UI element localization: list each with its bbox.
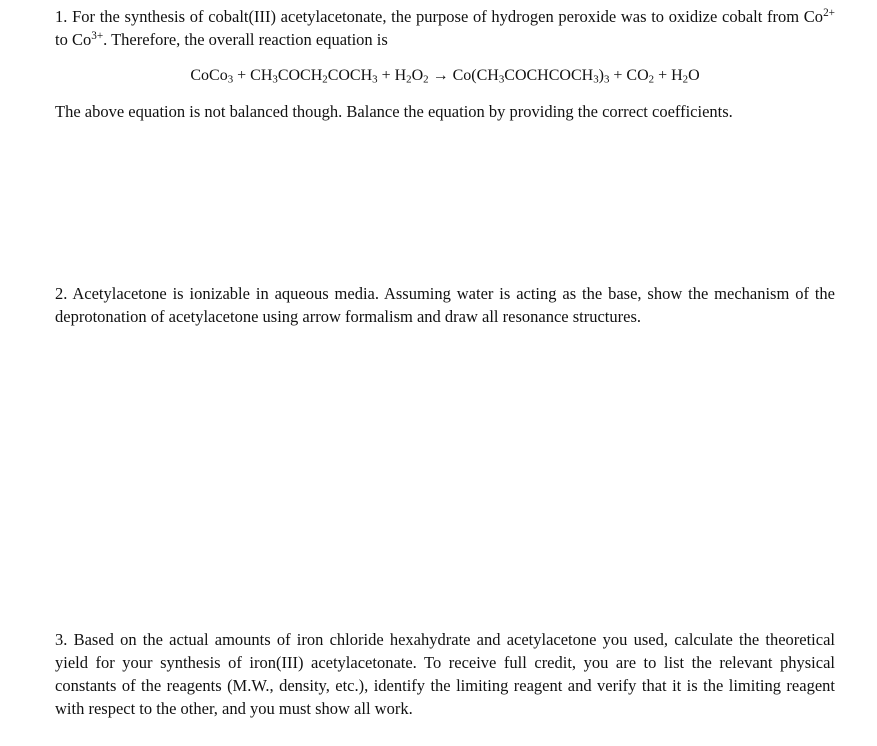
eq-acac: COCH: [277, 67, 323, 84]
q1-charge-2plus: 2+: [823, 6, 835, 19]
eq-acac: COCH: [327, 67, 373, 84]
q1-therefore: . Therefore, the overall reaction equation is: [103, 30, 388, 49]
eq-carbon-dioxide: + CO: [609, 67, 649, 84]
eq-acac: + CH: [233, 67, 273, 84]
eq-subscript: 3: [227, 73, 234, 86]
eq-subscript: 2: [406, 73, 412, 86]
eq-subscript: 3: [272, 73, 278, 86]
question-1: [55, 5, 835, 51]
eq-product-complex: Co(CH: [452, 67, 499, 84]
eq-product-complex: ): [598, 67, 604, 84]
question-3: 3. Based on the actual amounts of iron chloride hexahydrate and acetylacetone you used, calculate the theoretical yield for your synthesis of iron(III) acetylacetonate. To receive full credit, you are to list the relevant physical constants of the reagents (M.W., density, etc.), identify the limiting reagent and verify that it is the limiting reagent with respect to the other, and you must show all work.: [55, 630, 835, 718]
q1-number: 1.: [55, 7, 68, 26]
question-2: 2. Acetylacetone is ionizable in aqueous media. Assuming water is acting as the base, show the mechanism of the deprotonation of acetylacetone using arrow formalism and draw all resonance structures.: [55, 284, 835, 326]
eq-subscript: 2: [423, 73, 429, 86]
eq-water: + H: [654, 67, 683, 84]
eq-subscript: 3: [603, 73, 610, 86]
q1-from-co: from Co: [767, 7, 824, 26]
eq-subscript: 2: [322, 73, 328, 86]
eq-product-complex: COCHCOCH: [504, 67, 594, 84]
q1-line1: For the synthesis of cobalt(III) acetylacetonate, the purpose of hydrogen peroxide was to oxidize cobalt: [72, 7, 763, 26]
eq-subscript: 3: [498, 73, 505, 86]
eq-peroxide: O: [411, 67, 424, 84]
eq-peroxide: + H: [377, 67, 407, 84]
eq-cobalt-carbonate: CoCo: [190, 67, 228, 84]
q1-charge-3plus: 3+: [91, 29, 104, 42]
eq-subscript: 3: [372, 73, 378, 86]
eq-arrow: →: [428, 67, 453, 84]
reaction-equation: [55, 65, 835, 87]
eq-subscript: 3: [593, 73, 599, 86]
eq-water: O: [688, 67, 700, 84]
q1-to-co: to Co: [55, 30, 92, 49]
eq-subscript: 2: [682, 73, 689, 86]
q1-followup: The above equation is not balanced though. Balance the equation by providing the correct coefficients.: [55, 102, 733, 121]
eq-subscript: 2: [648, 73, 655, 86]
